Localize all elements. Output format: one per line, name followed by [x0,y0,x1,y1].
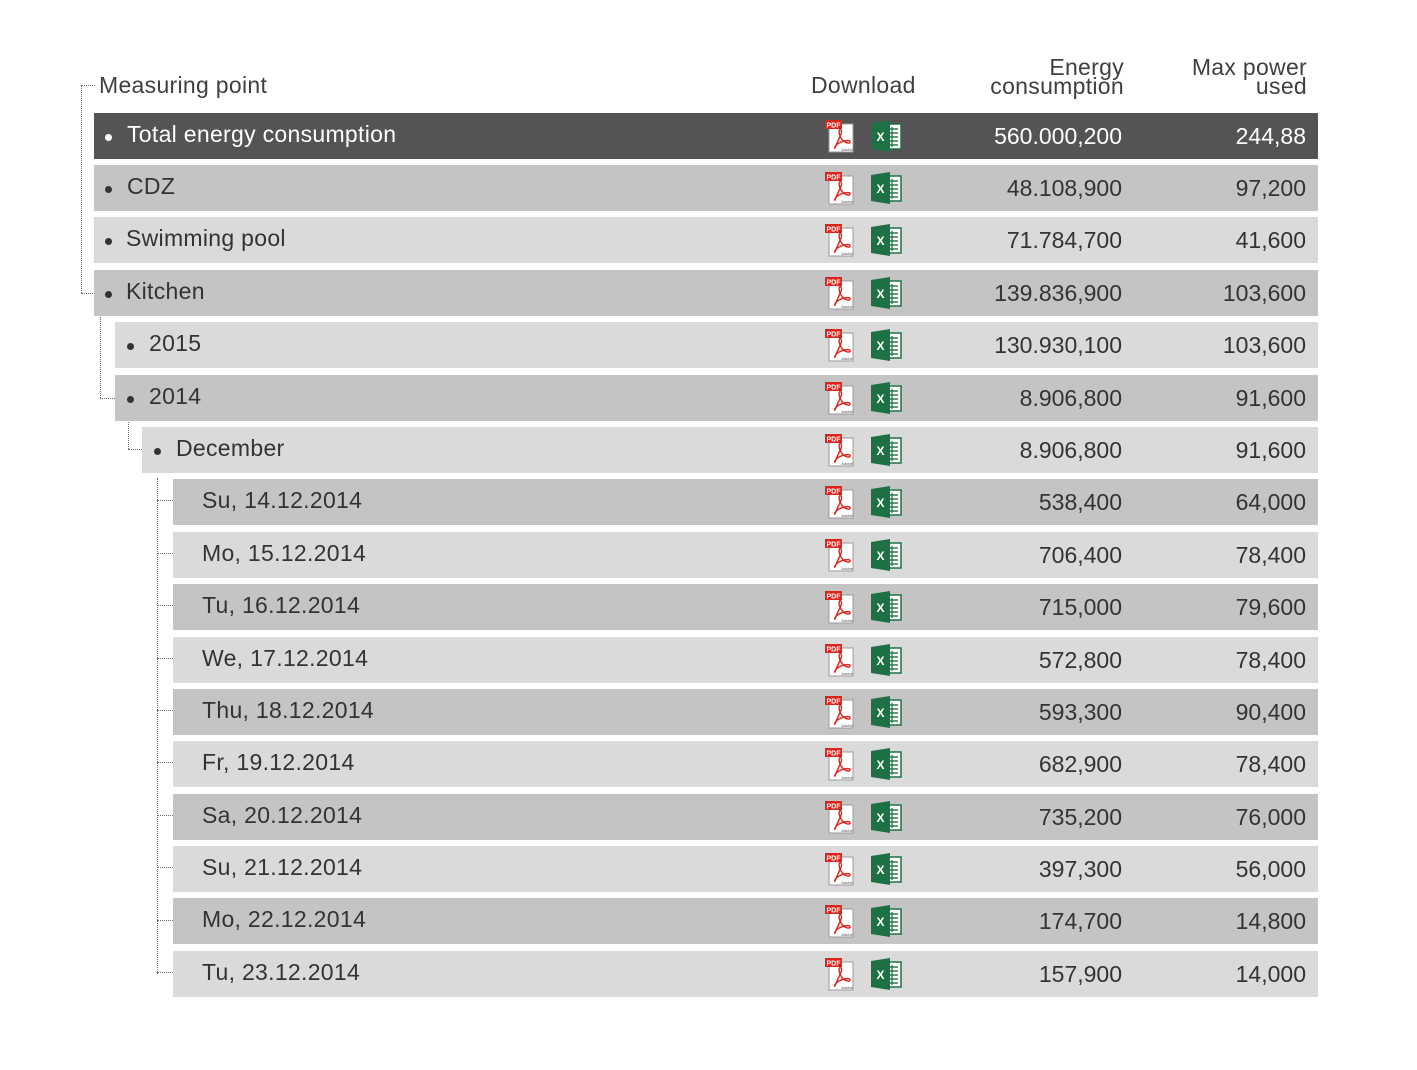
energy-consumption-value: 715,000 [1038,594,1122,620]
row-label: We, 17.12.2014 [202,645,369,671]
column-header-power-line2: used [1255,73,1307,99]
max-power-value: 90,400 [1235,699,1306,725]
svg-text:X: X [876,496,885,510]
energy-consumption-value: 593,300 [1038,699,1122,725]
svg-text:Adobe: Adobe [841,618,853,623]
svg-text:PDF: PDF [826,855,841,863]
tree-row-day[interactable] [173,951,1318,997]
svg-text:X: X [876,706,885,720]
tree-row-day[interactable] [173,479,1318,525]
tree-row-2015[interactable] [115,322,1318,368]
excel-download-icon[interactable] [870,538,902,572]
column-header-energy-line1: Energy [1049,54,1124,80]
tree-row-day[interactable] [173,637,1318,683]
svg-text:PDF: PDF [826,803,841,811]
pdf-download-icon[interactable] [825,119,857,153]
energy-consumption-value: 8.906,800 [1019,437,1122,463]
svg-text:Adobe: Adobe [841,199,853,204]
svg-text:Adobe: Adobe [841,147,853,152]
pdf-download-icon[interactable] [825,747,857,781]
row-label: Su, 21.12.2014 [202,854,363,880]
pdf-download-icon[interactable] [825,643,857,677]
pdf-download-icon[interactable] [825,381,857,415]
excel-download-icon[interactable] [870,119,902,153]
excel-download-icon[interactable] [870,328,902,362]
svg-text:Adobe: Adobe [841,671,853,676]
pdf-download-icon[interactable] [825,171,857,205]
svg-text:Adobe: Adobe [841,461,853,466]
pdf-download-icon[interactable] [825,957,857,991]
max-power-value: 91,600 [1235,385,1306,411]
max-power-value: 56,000 [1235,856,1306,882]
tree-row-total[interactable] [94,113,1318,159]
max-power-value: 76,000 [1235,804,1306,830]
energy-consumption-value: 157,900 [1038,961,1122,987]
max-power-value: 14,800 [1235,908,1306,934]
tree-line [100,317,101,398]
svg-text:X: X [876,915,885,929]
energy-consumption-value: 560.000,200 [994,123,1122,149]
svg-text:Adobe: Adobe [841,828,853,833]
column-header-download: Download [811,72,916,98]
tree-row-day[interactable] [173,794,1318,840]
svg-text:X: X [876,811,885,825]
energy-consumption-value: 48.108,900 [1006,175,1122,201]
svg-text:PDF: PDF [826,750,841,758]
svg-text:Adobe: Adobe [841,409,853,414]
row-label: December [176,435,285,461]
tree-row-kitchen[interactable] [94,270,1318,316]
pdf-download-icon[interactable] [825,328,857,362]
energy-consumption-value: 174,700 [1038,908,1122,934]
max-power-value: 244,88 [1235,123,1306,149]
excel-download-icon[interactable] [870,171,902,205]
svg-text:X: X [876,130,885,144]
max-power-value: 78,400 [1235,751,1306,777]
tree-row-day[interactable] [173,532,1318,578]
excel-download-icon[interactable] [870,800,902,834]
svg-text:PDF: PDF [826,174,841,182]
energy-consumption-value: 572,800 [1038,647,1122,673]
excel-download-icon[interactable] [870,957,902,991]
svg-text:PDF: PDF [826,384,841,392]
tree-row-december[interactable] [142,427,1318,473]
svg-text:X: X [876,287,885,301]
bullet-icon [105,238,112,245]
column-header-power-line1: Max power [1191,54,1307,80]
excel-download-icon[interactable] [870,590,902,624]
svg-text:PDF: PDF [826,122,841,130]
max-power-value: 64,000 [1235,489,1306,515]
excel-download-icon[interactable] [870,747,902,781]
max-power-value: 78,400 [1235,647,1306,673]
excel-download-icon[interactable] [870,643,902,677]
bullet-icon [105,291,112,298]
pdf-download-icon[interactable] [825,695,857,729]
row-label: Tu, 16.12.2014 [202,592,361,618]
energy-consumption-value: 538,400 [1038,489,1122,515]
pdf-download-icon[interactable] [825,538,857,572]
bullet-icon [105,186,112,193]
svg-text:X: X [876,863,885,877]
pdf-download-icon[interactable] [825,433,857,467]
row-label: Tu, 23.12.2014 [202,959,361,985]
tree-row-cdz[interactable] [94,165,1318,211]
svg-text:X: X [876,339,885,353]
energy-consumption-value: 139.836,900 [994,280,1122,306]
svg-text:PDF: PDF [826,279,841,287]
svg-text:X: X [876,234,885,248]
svg-text:PDF: PDF [826,488,841,496]
row-label: Sa, 20.12.2014 [202,802,363,828]
row-label: Total energy consumption [127,121,397,147]
svg-text:X: X [876,758,885,772]
tree-line [128,422,129,449]
bullet-icon [127,343,134,350]
svg-text:Adobe: Adobe [841,985,853,990]
energy-consumption-value: 8.906,800 [1019,385,1122,411]
max-power-value: 41,600 [1235,227,1306,253]
svg-text:Adobe: Adobe [841,304,853,309]
bullet-icon [105,134,112,141]
pdf-download-icon[interactable] [825,590,857,624]
svg-text:PDF: PDF [826,960,841,968]
pdf-download-icon[interactable] [825,904,857,938]
svg-text:PDF: PDF [826,436,841,444]
excel-download-icon[interactable] [870,381,902,415]
row-label: Su, 14.12.2014 [202,487,363,513]
pdf-download-icon[interactable] [825,852,857,886]
energy-consumption-value: 682,900 [1038,751,1122,777]
svg-text:PDF: PDF [826,331,841,339]
row-label: Kitchen [126,278,205,304]
max-power-value: 103,600 [1222,332,1306,358]
energy-consumption-value: 397,300 [1038,856,1122,882]
svg-text:Adobe: Adobe [841,932,853,937]
max-power-value: 103,600 [1222,280,1306,306]
max-power-value: 78,400 [1235,542,1306,568]
row-label: Swimming pool [126,225,286,251]
max-power-value: 97,200 [1235,175,1306,201]
svg-text:PDF: PDF [826,541,841,549]
svg-text:X: X [876,601,885,615]
svg-text:X: X [876,182,885,196]
row-label: 2015 [149,330,202,356]
energy-consumption-value: 706,400 [1038,542,1122,568]
svg-text:Adobe: Adobe [841,775,853,780]
column-header-measuring-point: Measuring point [99,72,268,98]
pdf-download-icon[interactable] [825,800,857,834]
svg-text:X: X [876,654,885,668]
max-power-value: 91,600 [1235,437,1306,463]
max-power-value: 79,600 [1235,594,1306,620]
tree-row-day[interactable] [173,898,1318,944]
row-label: Mo, 22.12.2014 [202,906,367,932]
excel-download-icon[interactable] [870,904,902,938]
svg-text:PDF: PDF [826,646,841,654]
row-label: Thu, 18.12.2014 [202,697,375,723]
svg-text:X: X [876,549,885,563]
svg-text:X: X [876,968,885,982]
max-power-value: 14,000 [1235,961,1306,987]
tree-line [100,398,115,399]
tree-line [81,85,95,86]
tree-row-day[interactable] [173,846,1318,892]
energy-consumption-value: 735,200 [1038,804,1122,830]
column-header-energy-line2: consumption [990,73,1124,99]
tree-row-2014[interactable] [115,375,1318,421]
svg-text:Adobe: Adobe [841,513,853,518]
row-label: 2014 [149,383,202,409]
tree-line [81,85,82,293]
row-label: Mo, 15.12.2014 [202,540,367,566]
excel-download-icon[interactable] [870,223,902,257]
tree-row-day[interactable] [173,584,1318,630]
svg-text:PDF: PDF [826,907,841,915]
pdf-download-icon[interactable] [825,223,857,257]
excel-download-icon[interactable] [870,852,902,886]
svg-text:X: X [876,444,885,458]
column-header-energy-consumption [990,54,1124,99]
bullet-icon [154,448,161,455]
row-label: Fr, 19.12.2014 [202,749,355,775]
tree-line [128,449,142,450]
excel-download-icon[interactable] [870,485,902,519]
svg-text:Adobe: Adobe [841,251,853,256]
excel-download-icon[interactable] [870,276,902,310]
tree-line [81,293,95,294]
tree-row-day[interactable] [173,689,1318,735]
excel-download-icon[interactable] [870,695,902,729]
excel-download-icon[interactable] [870,433,902,467]
svg-text:PDF: PDF [826,698,841,706]
tree-row-day[interactable] [173,741,1318,787]
pdf-download-icon[interactable] [825,276,857,310]
energy-consumption-value: 130.930,100 [994,332,1122,358]
pdf-download-icon[interactable] [825,485,857,519]
svg-text:Adobe: Adobe [841,566,853,571]
bullet-icon [127,396,134,403]
svg-text:Adobe: Adobe [841,880,853,885]
svg-text:PDF: PDF [826,226,841,234]
energy-consumption-value: 71.784,700 [1006,227,1122,253]
column-header-max-power [1191,54,1307,99]
tree-row-swimming-pool[interactable] [94,217,1318,263]
row-label: CDZ [127,173,176,199]
svg-text:X: X [876,392,885,406]
svg-text:Adobe: Adobe [841,356,853,361]
svg-text:PDF: PDF [826,593,841,601]
svg-text:Adobe: Adobe [841,723,853,728]
